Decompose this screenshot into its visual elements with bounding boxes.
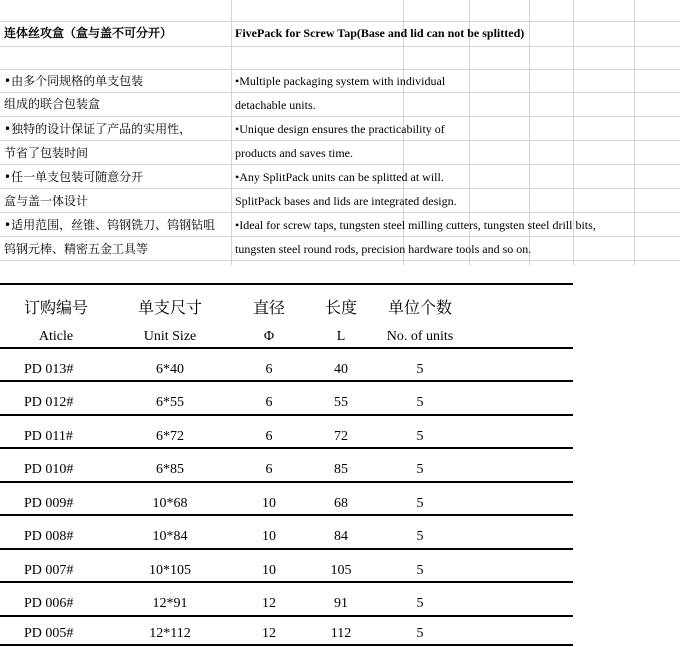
table-rule bbox=[0, 644, 573, 646]
grid-row-line bbox=[0, 140, 680, 141]
grid-row-line bbox=[0, 236, 680, 237]
header-units-en: No. of units bbox=[386, 329, 454, 344]
cell-length: 105 bbox=[330, 563, 352, 578]
feature-zh-line: 节省了包装时间 bbox=[4, 146, 89, 160]
feature-zh-line: 钨钢元棒、精密五金工具等 bbox=[4, 242, 149, 256]
feature-zh-line: •任一单支包装可随意分开 bbox=[4, 170, 144, 184]
cell-size: 10*105 bbox=[149, 563, 191, 578]
title-english: FivePack for Screw Tap(Base and lid can not be splitted) bbox=[235, 26, 525, 40]
cell-units: 5 bbox=[416, 529, 424, 544]
cell-size: 6*55 bbox=[156, 395, 184, 410]
feature-en-line: •Ideal for screw taps, tungsten steel milling cutters, tungsten steel drill bits, bbox=[235, 218, 596, 232]
table-rule bbox=[0, 283, 573, 285]
grid-row-line bbox=[0, 92, 680, 93]
cell-size: 6*72 bbox=[156, 429, 184, 444]
table-rule bbox=[0, 447, 573, 449]
product-table bbox=[0, 283, 573, 647]
feature-en-line: SplitPack bases and lids are integrated design. bbox=[235, 194, 457, 208]
feature-zh-line: •由多个同规格的单支包装 bbox=[4, 74, 144, 88]
cell-diameter: 10 bbox=[262, 529, 276, 544]
header-length-en: L bbox=[336, 329, 346, 344]
header-diameter-zh: 直径 bbox=[252, 298, 285, 317]
feature-en-line: products and saves time. bbox=[235, 146, 353, 160]
cell-article: PD 006# bbox=[24, 596, 74, 611]
cell-length: 91 bbox=[334, 596, 348, 611]
cell-length: 72 bbox=[334, 429, 348, 444]
grid-row-line bbox=[0, 46, 680, 47]
feature-en-line: •Unique design ensures the practicability of bbox=[235, 122, 445, 136]
cell-article: PD 013# bbox=[24, 362, 74, 377]
grid-row-line bbox=[0, 188, 680, 189]
cell-size: 6*85 bbox=[156, 462, 184, 477]
cell-units: 5 bbox=[416, 429, 424, 444]
header-article-zh: 订购编号 bbox=[23, 298, 88, 317]
cell-size: 12*112 bbox=[149, 626, 191, 641]
table-rule bbox=[0, 380, 573, 382]
feature-zh-line: •适用范围，丝锥、钨钢铣刀、钨钢钻咀 bbox=[4, 218, 216, 232]
cell-units: 5 bbox=[416, 462, 424, 477]
table-rule bbox=[0, 414, 573, 416]
table-rule bbox=[0, 615, 573, 617]
cell-diameter: 12 bbox=[262, 596, 276, 611]
grid-col-line bbox=[231, 0, 232, 265]
cell-diameter: 6 bbox=[265, 395, 273, 410]
cell-diameter: 10 bbox=[262, 563, 276, 578]
feature-zh-line: 组成的联合包装盒 bbox=[4, 97, 101, 111]
cell-article: PD 010# bbox=[24, 462, 74, 477]
cell-units: 5 bbox=[416, 596, 424, 611]
cell-article: PD 009# bbox=[24, 496, 74, 511]
cell-size: 6*40 bbox=[156, 362, 184, 377]
cell-length: 85 bbox=[334, 462, 348, 477]
cell-length: 112 bbox=[330, 626, 352, 641]
cell-article: PD 007# bbox=[24, 563, 74, 578]
table-rule bbox=[0, 347, 573, 349]
table-rule bbox=[0, 514, 573, 516]
header-units-zh: 单位个数 bbox=[387, 298, 452, 317]
cell-size: 12*91 bbox=[152, 596, 188, 611]
grid-row-line bbox=[0, 212, 680, 213]
cell-units: 5 bbox=[416, 362, 424, 377]
header-length-zh: 长度 bbox=[324, 298, 357, 317]
cell-units: 5 bbox=[416, 626, 424, 641]
grid-row-line bbox=[0, 21, 680, 22]
cell-length: 68 bbox=[334, 496, 348, 511]
cell-article: PD 011# bbox=[24, 429, 73, 444]
grid-row-line bbox=[0, 116, 680, 117]
header-diameter-en: Φ bbox=[263, 329, 275, 344]
feature-en-line: •Multiple packaging system with individual bbox=[235, 74, 446, 88]
table-rule bbox=[0, 548, 573, 550]
feature-en-line: detachable units. bbox=[235, 98, 316, 112]
cell-diameter: 6 bbox=[265, 462, 273, 477]
cell-diameter: 12 bbox=[262, 626, 276, 641]
grid-row-line bbox=[0, 260, 680, 261]
feature-en-line: •Any SplitPack units can be splitted at will. bbox=[235, 170, 444, 184]
cell-size: 10*68 bbox=[152, 496, 188, 511]
table-rule bbox=[0, 581, 573, 583]
feature-zh-line: •独特的设计保证了产品的实用性， bbox=[4, 122, 192, 136]
cell-length: 55 bbox=[334, 395, 348, 410]
cell-article: PD 012# bbox=[24, 395, 74, 410]
cell-length: 40 bbox=[334, 362, 348, 377]
header-size-en: Unit Size bbox=[143, 329, 197, 344]
cell-article: PD 005# bbox=[24, 626, 74, 641]
feature-en-line: tungsten steel round rods, precision hardware tools and so on. bbox=[235, 242, 532, 256]
cell-units: 5 bbox=[416, 496, 424, 511]
feature-zh-line: 盒与盖一体设计 bbox=[4, 194, 89, 208]
cell-length: 84 bbox=[334, 529, 348, 544]
cell-size: 10*84 bbox=[152, 529, 188, 544]
title-chinese: 连体丝攻盒（盒与盖不可分开） bbox=[4, 26, 173, 40]
cell-article: PD 008# bbox=[24, 529, 74, 544]
cell-units: 5 bbox=[416, 395, 424, 410]
cell-units: 5 bbox=[416, 563, 424, 578]
cell-diameter: 10 bbox=[262, 496, 276, 511]
grid-col-line bbox=[634, 0, 635, 265]
grid-row-line bbox=[0, 69, 680, 70]
cell-diameter: 6 bbox=[265, 362, 273, 377]
header-size-zh: 单支尺寸 bbox=[137, 298, 202, 317]
table-rule bbox=[0, 481, 573, 483]
header-article-en: Aticle bbox=[38, 329, 74, 344]
grid-row-line bbox=[0, 164, 680, 165]
cell-diameter: 6 bbox=[265, 429, 273, 444]
